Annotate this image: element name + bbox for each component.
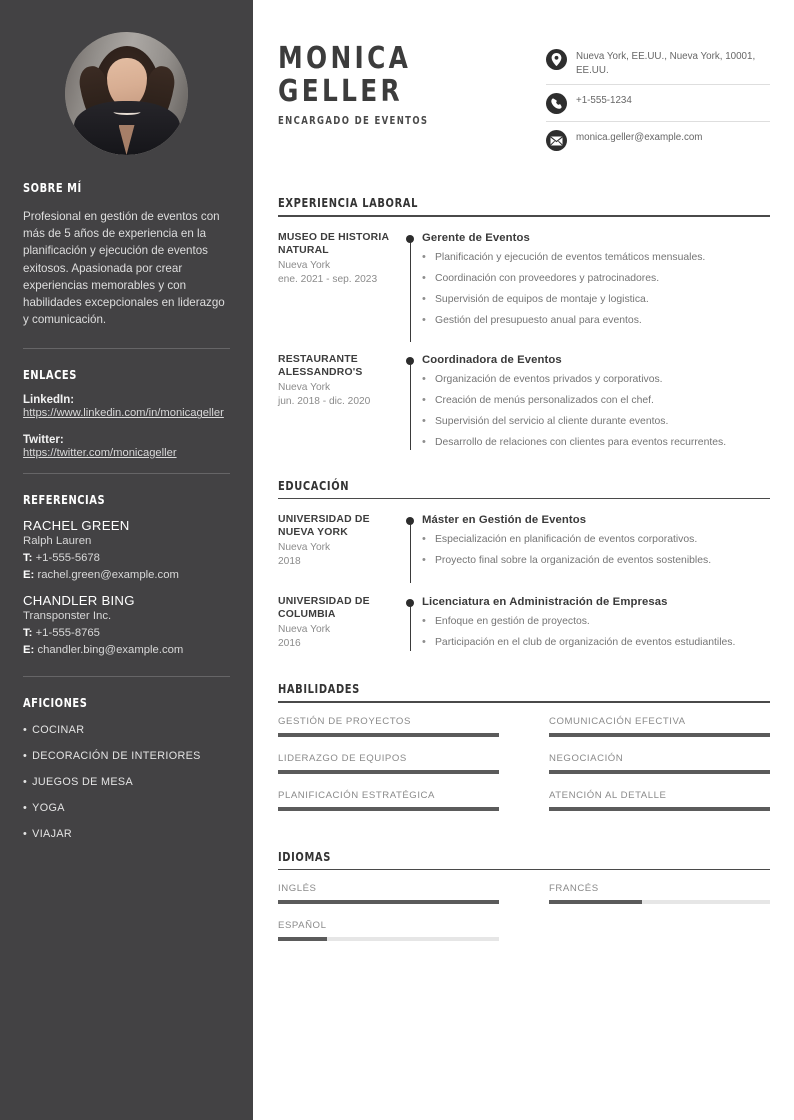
divider [23, 473, 230, 474]
bullet-icon: • [23, 776, 28, 789]
bullet-icon: • [422, 533, 426, 546]
reference-email-value: chandler.bing@example.com [37, 644, 184, 657]
reference-company: Ralph Lauren [23, 535, 92, 548]
timeline-dot-icon [406, 235, 414, 243]
language-label: INGLÉS [278, 883, 317, 895]
timeline-dot-icon [406, 357, 414, 365]
link-label-twitter: Twitter: [23, 433, 64, 446]
skill-label: PLANIFICACIÓN ESTRATÉGICA [278, 789, 435, 801]
section-divider [278, 701, 770, 703]
bullet-icon: • [23, 724, 28, 737]
skill-bar-track [549, 807, 770, 811]
timeline [405, 231, 422, 328]
main-content [253, 0, 794, 1120]
hobby-label: DECORACIÓN DE INTERIORES [32, 750, 201, 763]
skill-bar-track [549, 733, 770, 737]
skill-label: LIDERAZGO DE EQUIPOS [278, 752, 407, 764]
bullet-icon: • [422, 313, 426, 326]
entry-dates: 2016 [278, 638, 301, 650]
experience-entry [278, 353, 770, 450]
bullet-icon: • [23, 802, 28, 815]
entry-organization: UNIVERSIDAD DE COLUMBIA [278, 596, 370, 621]
skill-label: COMUNICACIÓN EFECTIVA [549, 715, 686, 727]
link-url-linkedin[interactable]: https://www.linkedin.com/in/monicageller [23, 407, 224, 420]
hobbies-heading: AFICIONES [23, 695, 88, 711]
reference-name: CHANDLER BING [23, 593, 135, 609]
skill-item [549, 716, 770, 737]
about-section [23, 180, 230, 328]
skill-bar-fill [549, 733, 770, 737]
list-item [422, 614, 770, 629]
contact-list [546, 48, 770, 165]
link-label-linkedin: LinkedIn: [23, 394, 75, 407]
bullet-icon: • [422, 250, 426, 263]
reference-item [23, 518, 230, 581]
bullet-text: Desarrollo de relaciones con clientes para eventos recurrentes. [435, 436, 727, 448]
entry-bullets [422, 532, 770, 568]
section-divider [278, 869, 770, 871]
reference-name: RACHEL GREEN [23, 518, 130, 534]
reference-item [23, 593, 230, 656]
bullet-text: Supervisión de equipos de montaje y logistica. [435, 293, 649, 305]
list-item [23, 750, 230, 762]
language-bar-fill [278, 937, 327, 941]
reference-phone [23, 627, 230, 639]
entry-meta [278, 353, 405, 450]
bullet-text: Creación de menús personalizados con el chef. [435, 394, 654, 406]
list-item [422, 414, 770, 429]
languages-heading: IDIOMAS [278, 848, 331, 864]
contact-phone [546, 92, 770, 122]
avatar-necklace [113, 109, 140, 115]
entry-organization: RESTAURANTE ALESSANDRO'S [278, 353, 363, 378]
list-item [422, 532, 770, 547]
list-item [23, 802, 230, 814]
entry-body [422, 513, 770, 569]
experience-heading: EXPERIENCIA LABORAL [278, 195, 419, 210]
entry-body [422, 595, 770, 651]
list-item [23, 776, 230, 788]
contact-email [546, 129, 770, 158]
bullet-icon: • [422, 435, 426, 448]
language-bar-track [278, 937, 499, 941]
bullet-icon: • [23, 828, 28, 841]
entry-meta [278, 513, 405, 569]
entry-title: Máster en Gestión de Eventos [422, 514, 587, 527]
timeline [405, 353, 422, 450]
skills-grid [278, 716, 770, 827]
list-item [23, 828, 230, 840]
bullet-icon: • [422, 554, 426, 567]
timeline-line [410, 521, 411, 583]
avatar-image [65, 32, 188, 155]
list-item [422, 635, 770, 650]
entry-meta [278, 595, 405, 651]
bullet-text: Supervisión del servicio al cliente durante eventos. [435, 415, 669, 427]
education-section [278, 478, 770, 652]
list-item [422, 292, 770, 307]
phone-icon [546, 93, 567, 114]
skill-bar-fill [549, 807, 770, 811]
entry-body [422, 231, 770, 328]
first-name: MONICA [278, 41, 412, 76]
timeline-dot-icon [406, 599, 414, 607]
reference-email-value: rachel.green@example.com [37, 569, 179, 582]
contact-email-text: monica.geller@example.com [576, 132, 703, 143]
language-bar-fill [278, 900, 499, 904]
entry-bullets [422, 372, 770, 450]
entry-meta [278, 231, 405, 328]
section-divider [278, 498, 770, 500]
entry-dates: ene. 2021 - sep. 2023 [278, 273, 378, 285]
bullet-text: Especialización en planificación de eventos corporativos. [435, 534, 698, 546]
entry-location: Nueva York [278, 542, 331, 554]
bullet-icon: • [422, 292, 426, 305]
bullet-text: Planificación y ejecución de eventos temáticos mensuales. [435, 251, 706, 263]
entry-dates: jun. 2018 - dic. 2020 [278, 395, 371, 407]
bullet-text: Gestión del presupuesto anual para eventos. [435, 314, 642, 326]
skill-bar-fill [549, 770, 770, 774]
list-item [422, 372, 770, 387]
education-entry [278, 513, 770, 569]
timeline [405, 513, 422, 569]
skills-heading: HABILIDADES [278, 681, 360, 697]
entry-organization: UNIVERSIDAD DE NUEVA YORK [278, 514, 370, 539]
bullet-text: Organización de eventos privados y corporativos. [435, 373, 663, 385]
bullet-icon: • [422, 372, 426, 385]
list-item [422, 250, 770, 265]
languages-section [278, 849, 770, 958]
list-item [422, 271, 770, 286]
entry-bullets [422, 614, 770, 650]
timeline [405, 595, 422, 651]
entry-organization: MUSEO DE HISTORIA NATURAL [278, 231, 389, 256]
link-url-twitter[interactable]: https://twitter.com/monicageller [23, 446, 177, 459]
avatar [65, 32, 188, 155]
reference-phone-label: T: [23, 552, 33, 565]
bullet-icon: • [23, 750, 28, 763]
bullet-text: Participación en el club de organización de eventos estudiantiles. [435, 637, 736, 649]
skill-label: ATENCIÓN AL DETALLE [549, 789, 667, 801]
language-bar-track [549, 900, 770, 904]
reference-email-label: E: [23, 644, 35, 657]
skills-section [278, 681, 770, 827]
skill-label: NEGOCIACIÓN [549, 752, 624, 764]
reference-email [23, 569, 230, 581]
name-block [278, 42, 445, 127]
entry-title: Gerente de Eventos [422, 231, 530, 244]
hobby-label: COCINAR [32, 724, 85, 737]
language-bar-fill [549, 900, 642, 904]
reference-company: Transponster Inc. [23, 610, 112, 623]
entry-body [422, 353, 770, 450]
about-text: Profesional en gestión de eventos con más de 5 años de experiencia en la planificación y ejecución de eventos exitosos. Apasionada por crear experiencias memorables y con habilidades excepcionales en liderazgo y comunicación. [23, 210, 225, 327]
experience-section [278, 195, 770, 450]
section-divider [278, 215, 770, 217]
envelope-icon [546, 130, 567, 151]
list-item [422, 393, 770, 408]
divider [23, 348, 230, 349]
sidebar [0, 0, 253, 1120]
languages-grid [278, 883, 770, 957]
last-name: GELLER [278, 74, 403, 109]
skill-item [278, 716, 499, 737]
skill-bar-track [549, 770, 770, 774]
bullet-icon: • [422, 393, 426, 406]
language-label: FRANCÉS [549, 883, 599, 895]
timeline-line [410, 603, 411, 651]
bullet-text: Coordinación con proveedores y patrocinadores. [435, 272, 660, 284]
skill-bar-fill [278, 770, 499, 774]
contact-phone-text: +1-555-1234 [576, 95, 632, 106]
links-section [23, 367, 230, 461]
reference-phone [23, 552, 230, 564]
list-item [23, 724, 230, 736]
bullet-text: Enfoque en gestión de proyectos. [435, 616, 590, 628]
timeline-line [410, 361, 411, 450]
entry-title: Coordinadora de Eventos [422, 353, 562, 366]
reference-phone-value: +1-555-8765 [35, 627, 100, 640]
entry-location: Nueva York [278, 381, 331, 393]
bullet-icon: • [422, 636, 426, 649]
education-entry [278, 595, 770, 651]
list-item [422, 553, 770, 568]
skill-item [549, 790, 770, 811]
education-heading: EDUCACIÓN [278, 477, 350, 493]
bullet-icon: • [422, 414, 426, 427]
entry-location: Nueva York [278, 259, 331, 271]
timeline-line [410, 239, 411, 342]
skill-item [549, 753, 770, 774]
entry-bullets [422, 250, 770, 328]
skill-bar-fill [278, 733, 499, 737]
reference-phone-value: +1-555-5678 [35, 552, 100, 565]
entry-dates: 2018 [278, 556, 301, 568]
hobby-label: YOGA [32, 802, 65, 815]
bullet-icon: • [422, 615, 426, 628]
contact-address-text: Nueva York, EE.UU., Nueva York, 10001, EE.UU. [576, 51, 756, 76]
skill-bar-track [278, 733, 499, 737]
location-pin-icon [546, 49, 567, 70]
language-item [278, 920, 499, 941]
skill-item [278, 753, 499, 774]
reference-email [23, 644, 230, 656]
bullet-icon: • [422, 271, 426, 284]
hobbies-section [23, 695, 230, 840]
list-item [422, 435, 770, 450]
about-heading: SOBRE MÍ [23, 180, 82, 195]
entry-location: Nueva York [278, 624, 331, 636]
contact-address [546, 48, 770, 85]
language-label: ESPAÑOL [278, 920, 327, 932]
language-bar-track [278, 900, 499, 904]
bullet-text: Proyecto final sobre la organización de eventos sostenibles. [435, 555, 712, 567]
language-item [278, 883, 499, 904]
skill-label: GESTIÓN DE PROYECTOS [278, 715, 411, 727]
experience-entry [278, 231, 770, 328]
reference-email-label: E: [23, 569, 35, 582]
entry-title: Licenciatura en Administración de Empresas [422, 596, 668, 609]
skill-bar-fill [278, 807, 499, 811]
skill-bar-track [278, 807, 499, 811]
skill-bar-track [278, 770, 499, 774]
references-heading: REFERENCIAS [23, 492, 106, 508]
list-item [422, 313, 770, 328]
divider [23, 676, 230, 677]
references-section [23, 492, 230, 656]
links-heading: ENLACES [23, 367, 77, 383]
reference-phone-label: T: [23, 627, 33, 640]
timeline-dot-icon [406, 517, 414, 525]
skill-item [278, 790, 499, 811]
header [278, 42, 770, 165]
language-item [549, 883, 770, 904]
hobby-label: JUEGOS DE MESA [32, 776, 134, 789]
hobby-label: VIAJAR [32, 828, 73, 841]
job-role: ENCARGADO DE EVENTOS [278, 115, 429, 127]
